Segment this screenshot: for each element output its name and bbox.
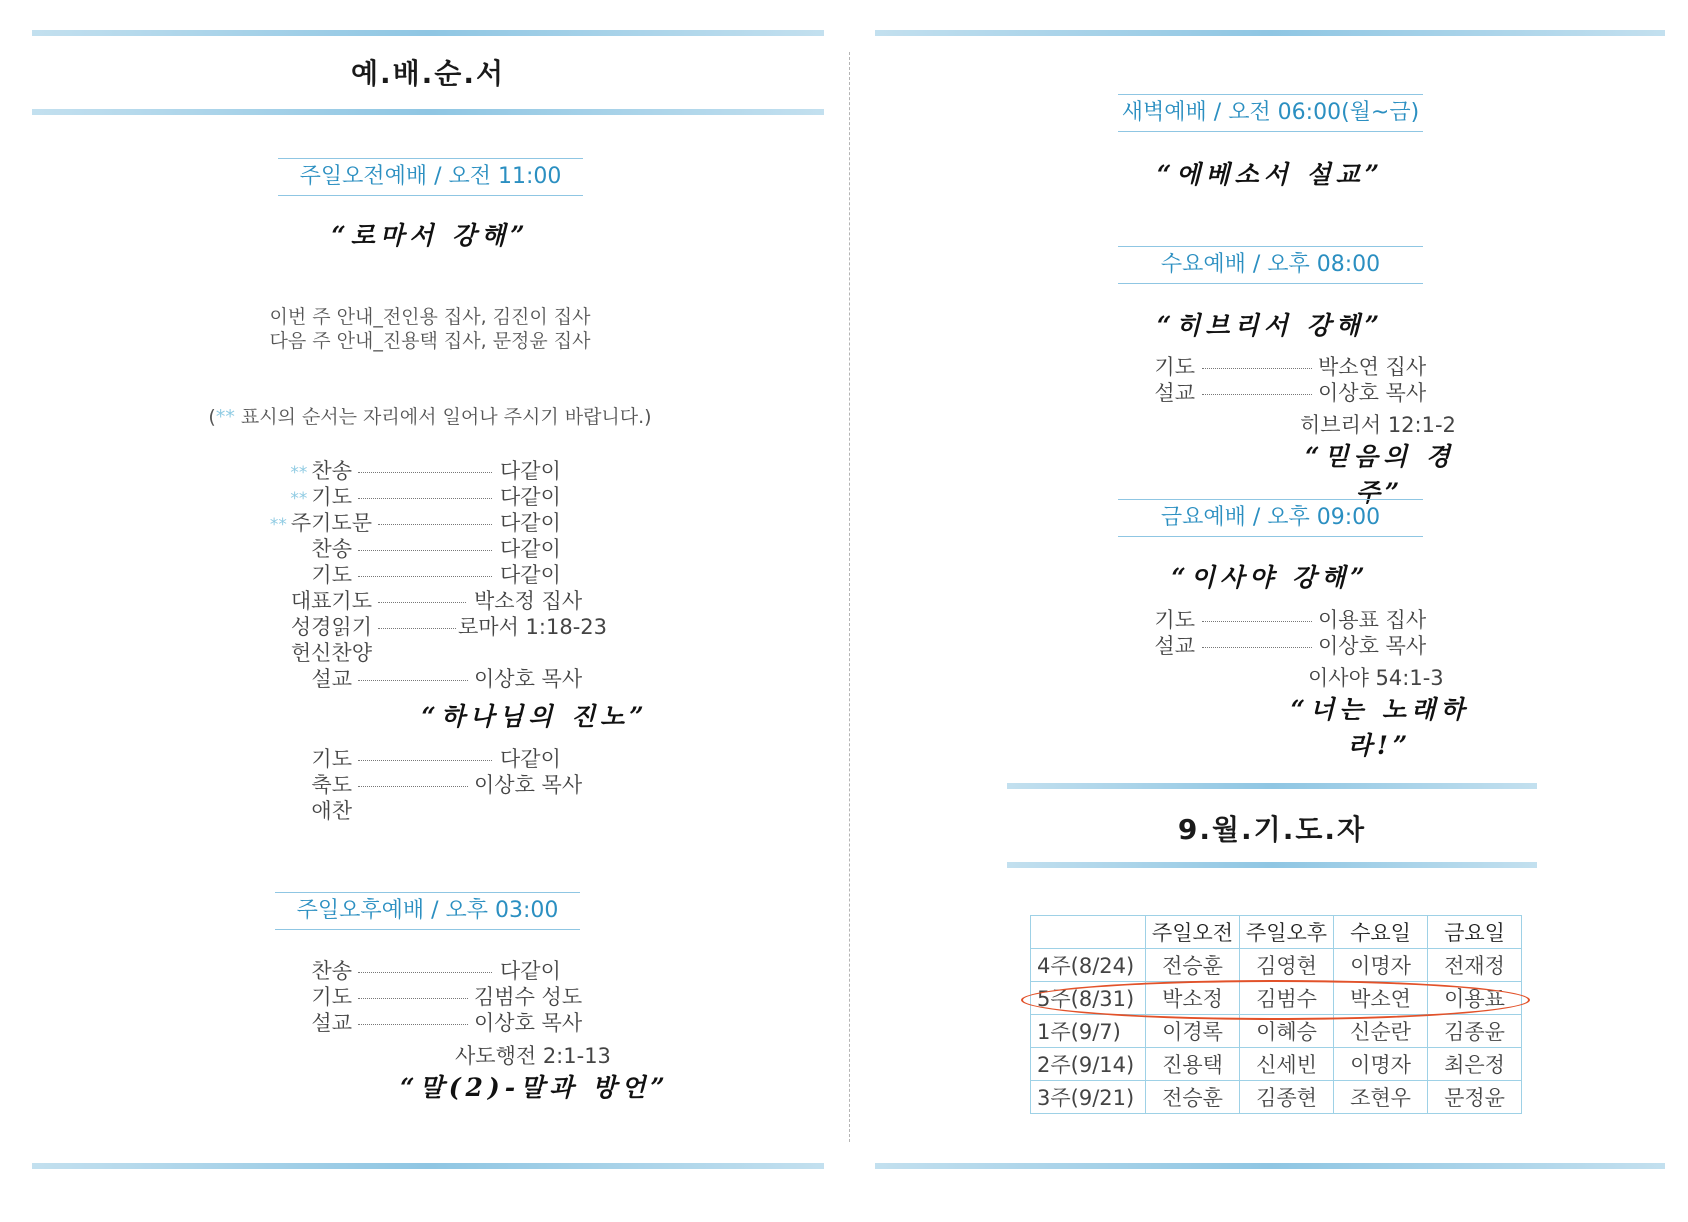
- am-order-row: 헌신찬양: [290, 641, 372, 665]
- am-order-value: 박소정 집사: [474, 589, 583, 613]
- pm-service-header: 주일오후예배 / 오후 03:00: [275, 892, 580, 930]
- friday-order-value: 이용표 집사: [1318, 608, 1427, 632]
- am-order-value: 이상호 목사: [474, 773, 583, 797]
- table-cell: 전승훈: [1146, 949, 1240, 982]
- wednesday-order-row: 기도: [1154, 355, 1195, 379]
- wednesday-sermon-series: “히브리서 강해”: [1156, 311, 1385, 340]
- week-cell: 2주(9/14): [1031, 1048, 1146, 1081]
- table-cell: 전승훈: [1146, 1081, 1240, 1114]
- table-cell: 이혜승: [1240, 1015, 1334, 1048]
- week-cell: 4주(8/24): [1031, 949, 1146, 982]
- table-row: [1031, 1081, 1522, 1114]
- wednesday-service-header: 수요예배 / 오후 08:00: [1118, 246, 1423, 284]
- table-header-row: [1031, 916, 1522, 949]
- bottom-rule-left: [32, 1163, 824, 1169]
- table-cell: 신세빈: [1240, 1048, 1334, 1081]
- am-order-value: 다같이: [500, 511, 561, 535]
- am-order-row: ** 주기도문: [269, 511, 372, 535]
- am-order-value: 다같이: [500, 747, 561, 771]
- dawn-service-header: 새벽예배 / 오전 06:00(월~금): [1118, 94, 1423, 132]
- pm-order-value: 김범수 성도: [474, 985, 583, 1009]
- friday-service-header: 금요예배 / 오후 09:00: [1118, 499, 1423, 537]
- am-order-row: 찬송: [311, 537, 352, 561]
- standing-mark: **: [215, 406, 235, 428]
- friday-order-row: 설교: [1154, 634, 1195, 658]
- am-order-row: 애찬: [311, 799, 352, 823]
- prayer-title: 9.월.기.도.자: [1177, 813, 1367, 846]
- pm-order-value: 이상호 목사: [474, 1011, 583, 1035]
- am-order-row: 대표기도: [290, 589, 372, 613]
- fold-divider: [849, 52, 850, 1142]
- am-order-value: 다같이: [500, 485, 561, 509]
- am-order-value: 이상호 목사: [474, 667, 583, 691]
- am-order-value: 로마서 1:18-23: [458, 615, 607, 639]
- column-header: 주일오전: [1146, 916, 1240, 949]
- week-cell: 3주(9/21): [1031, 1081, 1146, 1114]
- week-cell: 1주(9/7): [1031, 1015, 1146, 1048]
- am-order-value: 다같이: [500, 563, 561, 587]
- column-header: 수요일: [1334, 916, 1428, 949]
- prayer-rule-top: [1007, 783, 1537, 789]
- table-cell: 진용택: [1146, 1048, 1240, 1081]
- friday-scripture: 이사야 54:1-3: [1308, 666, 1444, 690]
- table-cell: 김범수: [1240, 982, 1334, 1015]
- top-rule-left: [32, 30, 824, 36]
- wednesday-order-row: 설교: [1154, 381, 1195, 405]
- highlight-oval: [1021, 980, 1530, 1020]
- pm-sermon-title: “말(2)-말과 방언”: [400, 1073, 670, 1102]
- table-cell: 박소정: [1146, 982, 1240, 1015]
- table-cell: 전재정: [1428, 949, 1522, 982]
- table-row: [1031, 1048, 1522, 1081]
- pm-order-row: 찬송: [311, 959, 352, 983]
- am-order-row: 축도: [311, 773, 352, 797]
- prayer-rule-bottom: [1007, 862, 1537, 868]
- am-order-row: ** 기도: [290, 485, 352, 509]
- table-cell: 최은정: [1428, 1048, 1522, 1081]
- am-order-row: 기도: [311, 747, 352, 771]
- am-order-value: 다같이: [500, 537, 561, 561]
- notice-this-week: 이번 주 안내_전인용 집사, 김진이 집사: [269, 306, 591, 328]
- table-cell: 김종윤: [1428, 1015, 1522, 1048]
- bottom-rule-right: [875, 1163, 1665, 1169]
- standing-note: (** 표시의 순서는 자리에서 일어나 주시기 바랍니다.): [208, 406, 652, 428]
- table-cell: 문정윤: [1428, 1081, 1522, 1114]
- friday-order-value: 이상호 목사: [1318, 634, 1427, 658]
- pm-order-row: 설교: [311, 1011, 352, 1035]
- am-sermon-series: “로마서 강해”: [331, 221, 530, 250]
- pm-order-row: 기도: [311, 985, 352, 1009]
- dawn-sermon-series: “에베소서 설교”: [1156, 160, 1385, 189]
- friday-sermon-title: “너는 노래하라!”: [1290, 695, 1470, 760]
- week-cell: 5주(8/31): [1031, 982, 1146, 1015]
- am-sermon-title: “하나님의 진노”: [421, 702, 649, 731]
- am-order-row: 기도: [311, 563, 352, 587]
- am-order-row: 성경읽기: [290, 615, 372, 639]
- table-cell: 조현우: [1334, 1081, 1428, 1114]
- wednesday-sermon-title: “믿음의 경주”: [1305, 442, 1455, 507]
- worship-order-title: 예.배.순.서: [350, 57, 506, 90]
- table-cell: 이경록: [1146, 1015, 1240, 1048]
- wednesday-order-value: 박소연 집사: [1318, 355, 1427, 379]
- am-service-header: 주일오전예배 / 오전 11:00: [278, 158, 583, 196]
- table-cell: 김종현: [1240, 1081, 1334, 1114]
- friday-order-row: 기도: [1154, 608, 1195, 632]
- table-cell: 김영현: [1240, 949, 1334, 982]
- am-order-value: 다같이: [500, 459, 561, 483]
- friday-sermon-series: “이사야 강해”: [1171, 563, 1370, 592]
- wednesday-order-value: 이상호 목사: [1318, 381, 1427, 405]
- am-order-row: 설교: [311, 667, 352, 691]
- table-cell: 박소연: [1334, 982, 1428, 1015]
- table-cell: 이명자: [1334, 1048, 1428, 1081]
- table-cell: 신순란: [1334, 1015, 1428, 1048]
- am-order-row: ** 찬송: [290, 459, 352, 483]
- pm-scripture: 사도행전 2:1-13: [455, 1044, 611, 1068]
- wednesday-scripture: 히브리서 12:1-2: [1300, 413, 1456, 437]
- column-header: 주일오후: [1240, 916, 1334, 949]
- table-row: [1031, 949, 1522, 982]
- column-header: 금요일: [1428, 916, 1522, 949]
- title-rule-left: [32, 109, 824, 115]
- table-cell: 이용표: [1428, 982, 1522, 1015]
- notice-next-week: 다음 주 안내_진용택 집사, 문정윤 집사: [269, 330, 591, 352]
- table-cell: 이명자: [1334, 949, 1428, 982]
- pm-order-value: 다같이: [500, 959, 561, 983]
- top-rule-right: [875, 30, 1665, 36]
